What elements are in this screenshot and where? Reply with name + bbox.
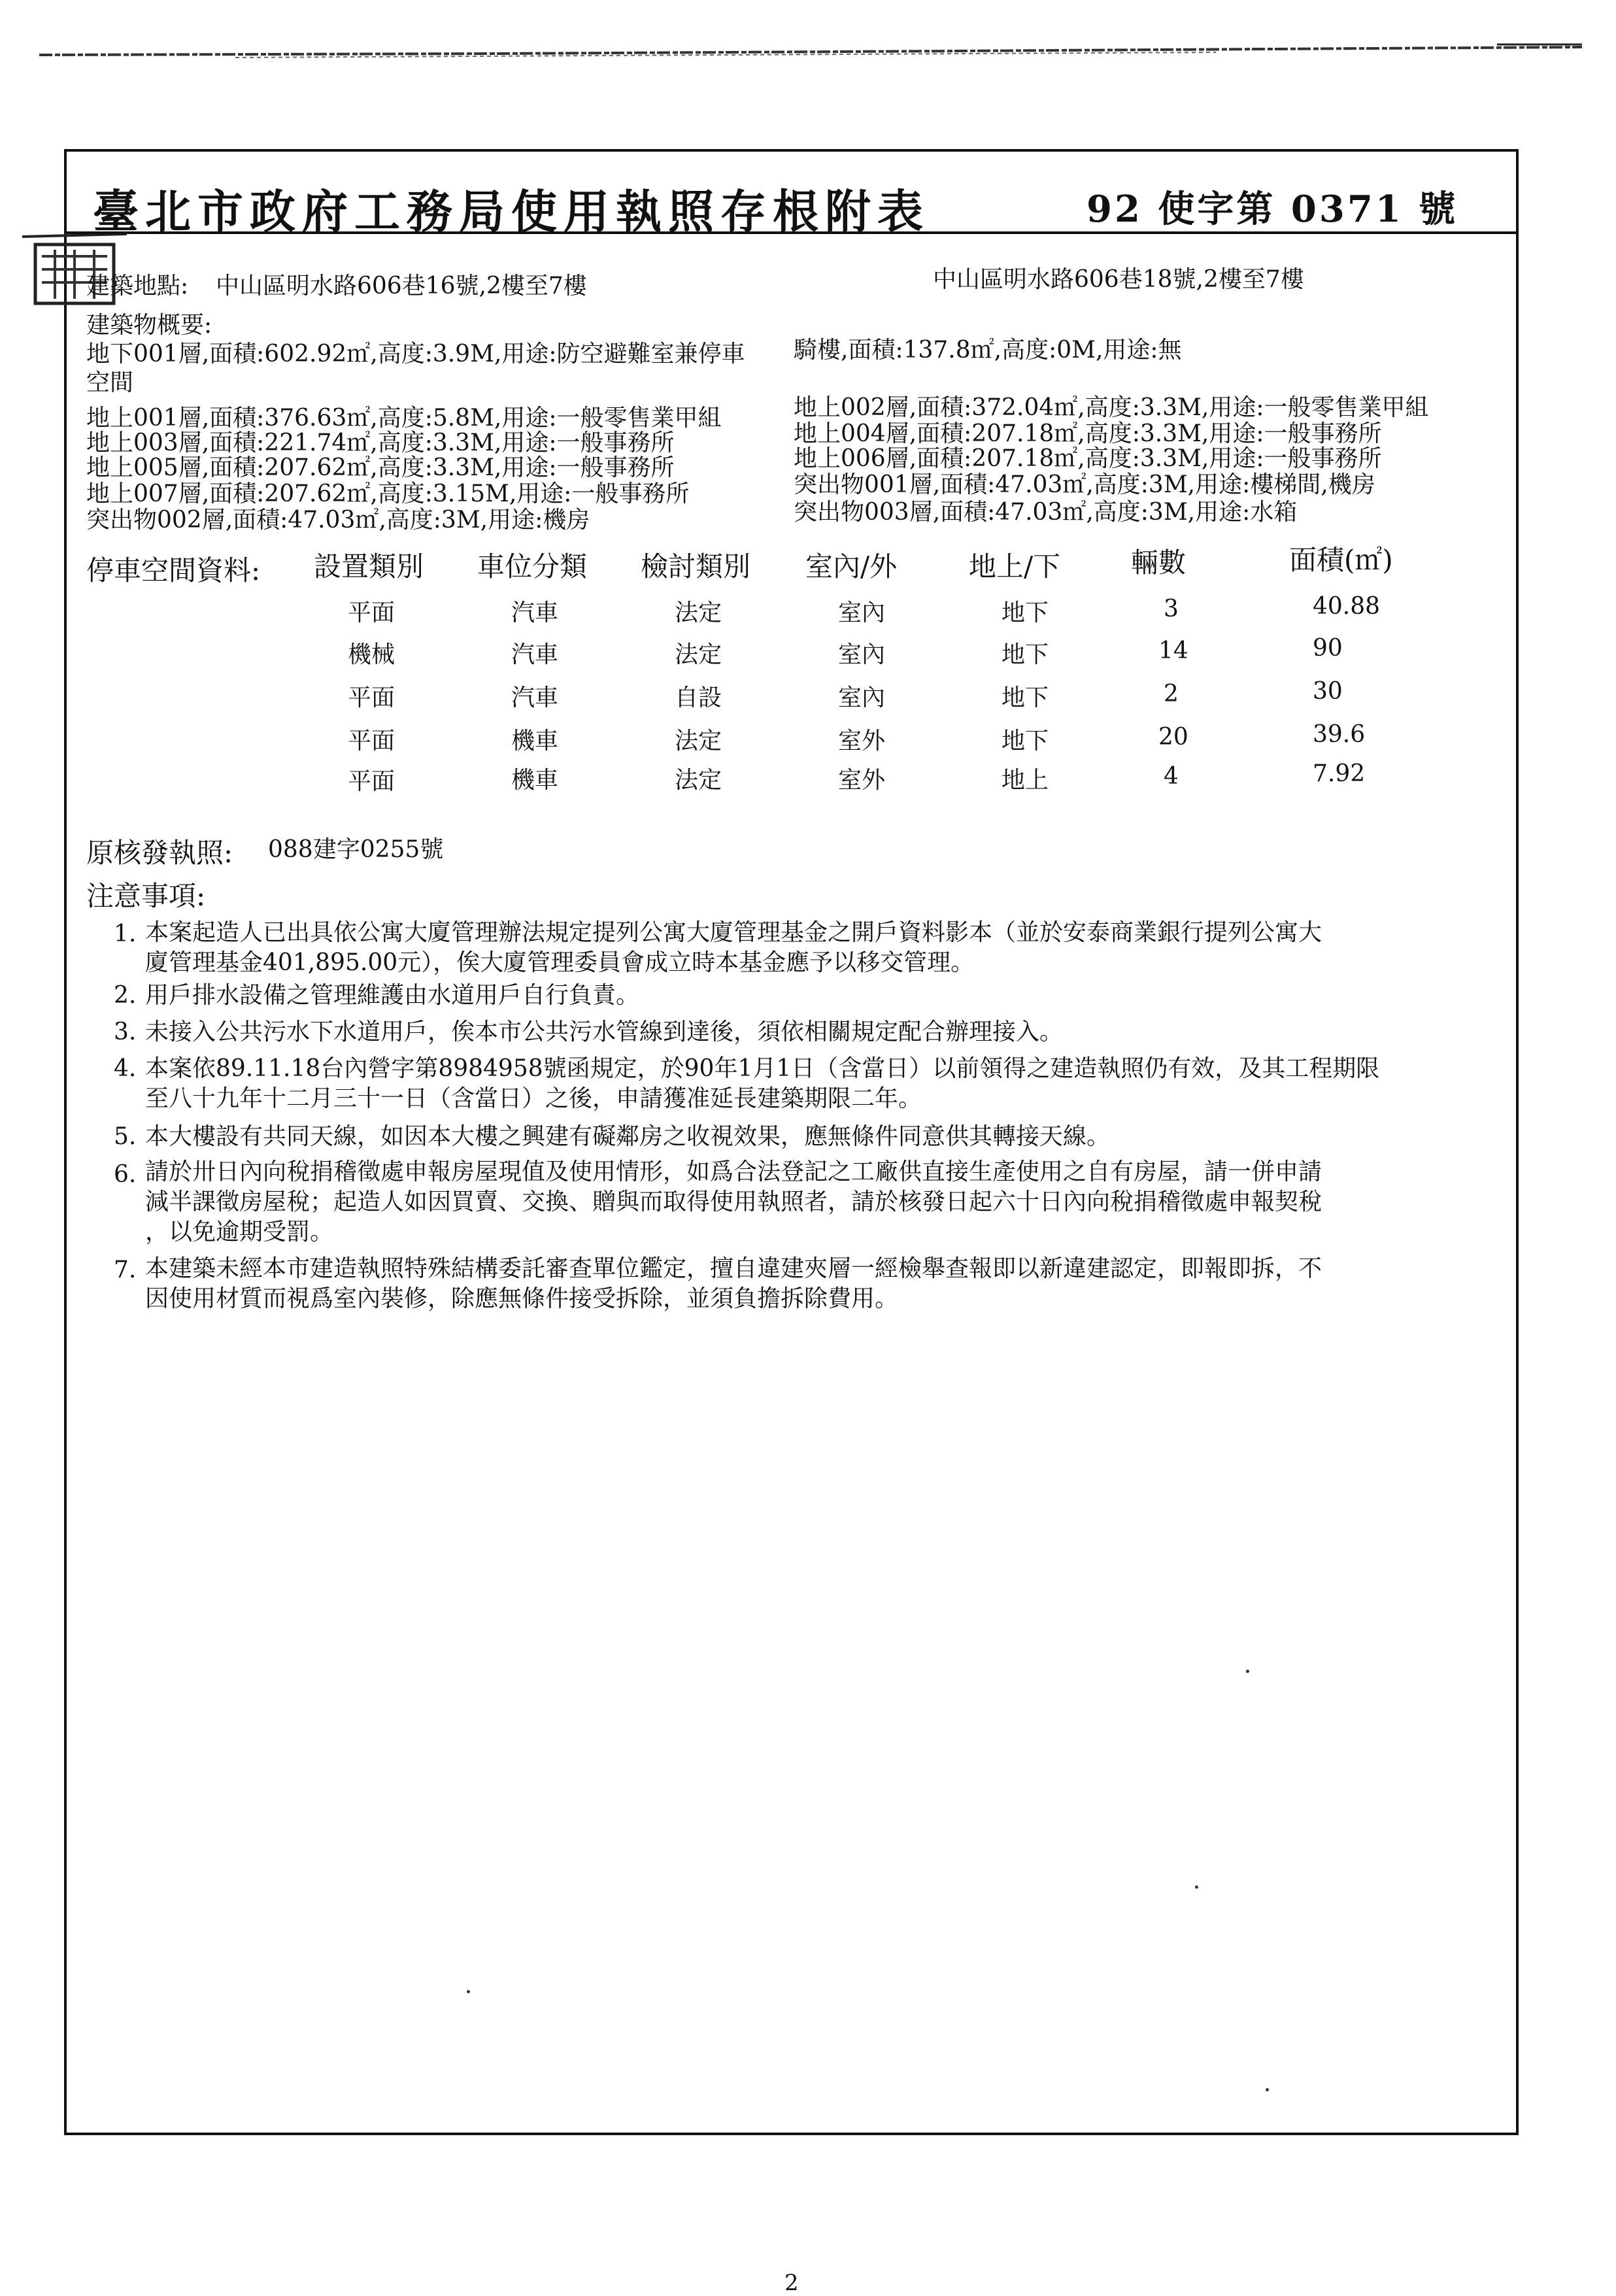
floor-1f: 地上001層,面積:376.63㎡,高度:5.8M,用途:一般零售業甲組 xyxy=(86,405,722,431)
note-number: 6. xyxy=(114,1161,137,1188)
parking-header-review: 檢討類別 xyxy=(641,550,751,582)
table-cell: 機車 xyxy=(511,728,559,754)
table-cell: 30 xyxy=(1313,678,1343,705)
table-cell: 法定 xyxy=(675,767,722,794)
floor-arcade: 騎樓,面積:137.8㎡,高度:0M,用途:無 xyxy=(794,337,1182,363)
table-cell: 平面 xyxy=(348,728,396,754)
note-line: 減半課徵房屋稅；起造人如因買賣、交換、贈與而取得使用執照者，請於核發日起六十日內向稅捐稽徵處申報契稅 xyxy=(145,1189,1322,1215)
note-line: 未接入公共污水下水道用戶，俟本市公共污水管線到達後，須依相關規定配合辦理接入。 xyxy=(145,1019,1064,1045)
note-line: 請於卅日內向稅捐稽徵處申報房屋現值及使用情形，如爲合法登記之工廠供直接生產使用之自有房屋，請一併申請 xyxy=(145,1158,1322,1185)
parking-header-level: 地上/下 xyxy=(969,550,1061,582)
table-cell: 14 xyxy=(1158,637,1188,664)
summary-label: 建築物概要: xyxy=(86,312,212,339)
table-cell: 2 xyxy=(1164,681,1179,707)
floor-6f: 地上006層,面積:207.18㎡,高度:3.3M,用途:一般事務所 xyxy=(794,445,1382,472)
note-line: 本案起造人已出具依公寓大廈管理辦法規定提列公寓大廈管理基金之開戶資料影本（並於安泰商業銀行提列公寓大 xyxy=(145,919,1322,946)
table-cell: 法定 xyxy=(675,599,722,626)
table-cell: 平面 xyxy=(348,599,396,626)
site-address-1: 中山區明水路606巷16號,2樓至7樓 xyxy=(216,273,587,299)
table-cell: 平面 xyxy=(348,684,396,711)
parking-header-indoor: 室內/外 xyxy=(805,550,898,582)
table-cell: 自設 xyxy=(675,684,722,711)
table-cell: 汽車 xyxy=(511,599,559,626)
table-cell: 90 xyxy=(1313,635,1343,662)
note-number: 3. xyxy=(114,1019,137,1045)
table-cell: 39.6 xyxy=(1313,721,1366,748)
site-address-2: 中山區明水路606巷18號,2樓至7樓 xyxy=(933,266,1304,293)
note-number: 4. xyxy=(114,1055,137,1082)
parking-header-vehicle: 車位分類 xyxy=(477,550,588,582)
table-cell: 機械 xyxy=(348,641,396,668)
scan-speck xyxy=(1195,1885,1198,1889)
table-cell: 室內 xyxy=(838,684,886,711)
table-cell: 地下 xyxy=(1002,684,1049,711)
original-permit-value: 088建字0255號 xyxy=(268,836,444,863)
note-number: 1. xyxy=(114,920,137,947)
notes-heading: 注意事項: xyxy=(86,880,206,912)
scan-edge-artifact xyxy=(39,41,1582,60)
table-cell: 法定 xyxy=(675,728,722,754)
table-cell: 平面 xyxy=(348,768,396,795)
scan-speck xyxy=(1246,1670,1249,1673)
note-line: 本案依89.11.18台內營字第8984958號函規定，於90年1月1日（含當日）以前領得之建造執照仍有效，及其工程期限 xyxy=(145,1055,1380,1082)
note-number: 5. xyxy=(114,1123,137,1150)
floor-ph3: 突出物003層,面積:47.03㎡,高度:3M,用途:水箱 xyxy=(794,499,1298,526)
note-line: 因使用材質而視爲室內裝修，除應無條件接受拆除，並須負擔拆除費用。 xyxy=(145,1285,899,1312)
table-cell: 室外 xyxy=(838,767,886,794)
parking-header-area: 面積(㎡) xyxy=(1289,544,1393,576)
table-cell: 汽車 xyxy=(511,641,559,668)
note-number: 7. xyxy=(114,1257,137,1283)
parking-label: 停車空間資料: xyxy=(86,554,261,586)
note-line: 至八十九年十二月三十一日（含當日）之後，申請獲准延長建築期限二年。 xyxy=(145,1085,922,1112)
floor-b1: 地下001層,面積:602.92㎡,高度:3.9M,用途:防空避難室兼停車 xyxy=(86,341,745,367)
note-line: 廈管理基金401,895.00元），俟大廈管理委員會成立時本基金應予以移交管理。 xyxy=(145,949,975,976)
table-cell: 法定 xyxy=(675,641,722,668)
table-cell: 汽車 xyxy=(511,684,559,711)
table-cell: 地下 xyxy=(1002,599,1049,626)
table-cell: 地下 xyxy=(1002,728,1049,754)
floor-ph1: 突出物001層,面積:47.03㎡,高度:3M,用途:樓梯間,機房 xyxy=(794,471,1375,498)
note-line: 用戶排水設備之管理維護由水道用戶自行負責。 xyxy=(145,982,640,1009)
table-cell: 40.88 xyxy=(1313,593,1381,620)
floor-b1-continued: 空間 xyxy=(86,369,134,396)
floor-ph2: 突出物002層,面積:47.03㎡,高度:3M,用途:機房 xyxy=(86,507,590,533)
document-title: 臺北市政府工務局使用執照存根附表 xyxy=(93,184,930,239)
parking-header-count: 輛數 xyxy=(1131,547,1187,579)
table-cell: 3 xyxy=(1164,596,1179,622)
table-cell: 4 xyxy=(1164,763,1179,790)
note-number: 2. xyxy=(114,982,137,1009)
scan-speck xyxy=(467,1990,470,1993)
floor-3f: 地上003層,面積:221.74㎡,高度:3.3M,用途:一般事務所 xyxy=(86,430,675,456)
table-cell: 20 xyxy=(1158,724,1188,751)
document-frame xyxy=(64,149,1519,2135)
document-number: 92 使字第 0371 號 xyxy=(1086,188,1458,231)
table-cell: 地下 xyxy=(1002,641,1049,668)
table-cell: 室內 xyxy=(838,641,886,668)
site-label: 建築地點: xyxy=(86,273,189,299)
table-cell: 室外 xyxy=(838,728,886,754)
table-cell: 地上 xyxy=(1002,767,1049,794)
note-line: 本大樓設有共同天線，如因本大樓之興建有礙鄰房之收視效果，應無條件同意供其轉接天線。 xyxy=(145,1123,1111,1150)
floor-5f: 地上005層,面積:207.62㎡,高度:3.3M,用途:一般事務所 xyxy=(86,454,675,481)
original-permit-label: 原核發執照: xyxy=(86,837,233,869)
parking-header-type: 設置類別 xyxy=(314,550,424,582)
title-divider xyxy=(67,231,1516,234)
note-line: 本建築未經本市建造執照特殊結構委託審查單位鑑定，擅自違建夾層一經檢舉查報即以新違建認定，即報即拆，不 xyxy=(145,1255,1322,1282)
floor-2f: 地上002層,面積:372.04㎡,高度:3.3M,用途:一般零售業甲組 xyxy=(794,394,1429,421)
table-cell: 7.92 xyxy=(1313,760,1366,787)
table-cell: 機車 xyxy=(511,767,559,794)
scan-speck xyxy=(1266,2088,1269,2091)
floor-7f: 地上007層,面積:207.62㎡,高度:3.15M,用途:一般事務所 xyxy=(86,481,690,507)
note-line: ，以免逾期受罰。 xyxy=(145,1219,334,1245)
floor-4f: 地上004層,面積:207.18㎡,高度:3.3M,用途:一般事務所 xyxy=(794,420,1382,447)
page-number: 2 xyxy=(784,2270,799,2296)
table-cell: 室內 xyxy=(838,599,886,626)
